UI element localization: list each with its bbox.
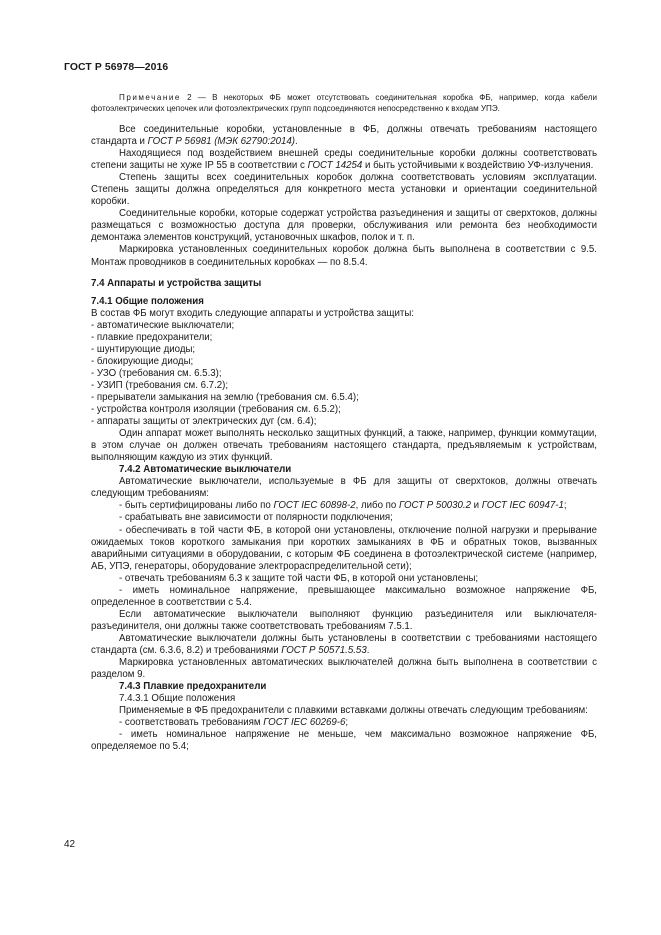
list-item: - шунтирующие диоды;	[91, 343, 196, 355]
text: Находящиеся под воздействием внешней среды соединительные коробки должны соответствовать степени защиты не хуже IP 55 в соответствии с	[91, 148, 597, 172]
standard-reference: ГОСТ 14254	[307, 160, 363, 172]
standard-reference: ГОСТ IEC 60269-6	[263, 717, 346, 729]
section-heading: 7.4 Аппараты и устройства защиты	[91, 277, 262, 289]
paragraph: Маркировка установленных автоматических выключателей должна быть выполнена в соответствии с разделом 9.	[91, 657, 597, 681]
text: , либо по	[355, 500, 400, 512]
requirements-list	[91, 500, 597, 608]
note-label: Примечание	[119, 93, 181, 102]
paragraph: Один аппарат может выполнять несколько защитных функций, а также, например, функции коммутации, в этом случае он должен отвечать требованиям настоящего стандарта, предъявляемым к устройствам, выполняющим каждую из этих функций.	[91, 428, 597, 464]
list-item: - устройства контроля изоляции (требования см. 6.5.2);	[91, 404, 341, 416]
paragraph: Степень защиты всех соединительных коробок должна соответствовать условиям эксплуатации. Степень защиты должна определяться для конкретного места установки и ориентации соединительной коробки.	[91, 172, 597, 208]
page-number: 42	[64, 839, 76, 850]
paragraph: Применяемые в ФБ предохранители с плавкими вставками должны отвечать следующим требованиям:	[119, 705, 588, 717]
note-text: 2 — В некоторых ФБ может отсутствовать соединительная коробка ФБ, например, когда кабели фотоэлектрических цепочек или фотоэлектрических групп подсоединяются непосредственно к входам УПЭ.	[91, 93, 597, 113]
list-item: - прерыватели замыкания на землю (требования см. 6.5.4);	[91, 391, 359, 403]
list-item: - отвечать требованиям 6.3 к защите той части ФБ, в которой они установлены;	[119, 572, 479, 584]
subsection-heading: 7.4.3 Плавкие предохранители	[119, 681, 267, 693]
page-content	[91, 92, 597, 753]
text: ;	[345, 717, 349, 729]
paragraph: Маркировка установленных соединительных коробок должна быть выполнена в соответствии с 9.5. Монтаж проводников в соединительных коробках — по 8.5.4.	[91, 244, 597, 268]
standard-reference: ГОСТ IEC 60947-1	[481, 500, 564, 512]
text: и	[470, 500, 482, 512]
list-item: - иметь номинальное напряжение, превышающее максимально возможное напряжение ФБ, определенное в соответствии с 5.4.	[91, 584, 597, 608]
fuse-requirements-list	[91, 717, 597, 753]
list-item	[91, 717, 597, 729]
standard-reference: ГОСТ Р 50571.5.53	[281, 644, 367, 656]
list-item: - блокирующие диоды;	[91, 355, 194, 367]
note-paragraph	[91, 92, 597, 114]
paragraph	[91, 124, 597, 148]
text: ;	[563, 500, 567, 512]
text: - соответствовать требованиям	[119, 717, 264, 729]
paragraph: Соединительные коробки, которые содержат устройства разъединения и защиты от сверхтоков, должны размещаться с возможностью доступа для проверки, обслуживания или ремонта без необходимости демонтажа элементов конструкций, установочных шкафов, полок и т. п.	[91, 208, 597, 244]
list-item: - автоматические выключатели;	[91, 319, 235, 331]
standard-reference: ГОСТ IEC 60898-2	[273, 500, 356, 512]
list-item: - аппараты защиты от электрических дуг (см. 6.4);	[91, 416, 317, 428]
list-item: - плавкие предохранители;	[91, 331, 213, 343]
paragraph	[91, 633, 597, 657]
standard-reference: ГОСТ Р 50030.2	[399, 500, 471, 512]
list-item: - срабатывать вне зависимости от полярности подключения;	[119, 512, 393, 524]
text: - быть сертифицированы либо по	[119, 500, 274, 512]
subsection-heading: 7.4.1 Общие положения	[91, 295, 204, 307]
paragraph	[91, 148, 597, 172]
page-header: ГОСТ Р 56978—2016	[64, 62, 169, 73]
paragraph: Если автоматические выключатели выполняют функцию разъединителя или выключателя-разъединителя, они должны также соответствовать требованиям 7.5.1.	[91, 608, 597, 632]
list-item	[91, 500, 597, 512]
text: .	[366, 644, 370, 656]
list-item: - УЗИП (требования см. 6.7.2);	[91, 379, 229, 391]
text: и быть устойчивыми к воздействию УФ-излучения.	[362, 160, 594, 172]
list-item: - иметь номинальное напряжение не меньше, чем максимально возможное напряжение ФБ, определяемое по 5.4;	[91, 729, 597, 753]
list-item: - УЗО (требования см. 6.5.3);	[91, 367, 222, 379]
subsection-heading: 7.4.2 Автоматические выключатели	[119, 464, 292, 476]
protection-devices-list	[91, 320, 597, 428]
text: .	[295, 136, 298, 148]
list-item: - обеспечивать в той части ФБ, в которой они установлены, отключение полной нагрузки и прерывание ожидаемых токов короткого замыкания при коротких замыканиях в ФБ и обратных токов, вызванных аварийными ситуациями в оборудовании, с которым ФБ соединена в фотоэлектрической системе (например, АБ, УПЭ, генераторы, оборудование электрораспределительной сети);	[91, 524, 597, 572]
paragraph: Автоматические выключатели, используемые в ФБ для защиты от сверхтоков, должны отвечать следующим требованиям:	[91, 476, 597, 500]
standard-reference: ГОСТ Р 56981 (МЭК 62790:2014)	[147, 136, 296, 148]
paragraph: В состав ФБ могут входить следующие аппараты и устройства защиты:	[91, 307, 414, 319]
text: Все соединительные коробки, установленные в ФБ, должны отвечать требованиям настоящего стандарта и	[91, 124, 597, 148]
text: Автоматические выключатели должны быть установлены в соответствии с требованиями настоящего стандарта (см. 6.3.6, 8.2) и требованиями	[91, 632, 597, 656]
subsubsection-heading: 7.4.3.1 Общие положения	[119, 693, 236, 705]
